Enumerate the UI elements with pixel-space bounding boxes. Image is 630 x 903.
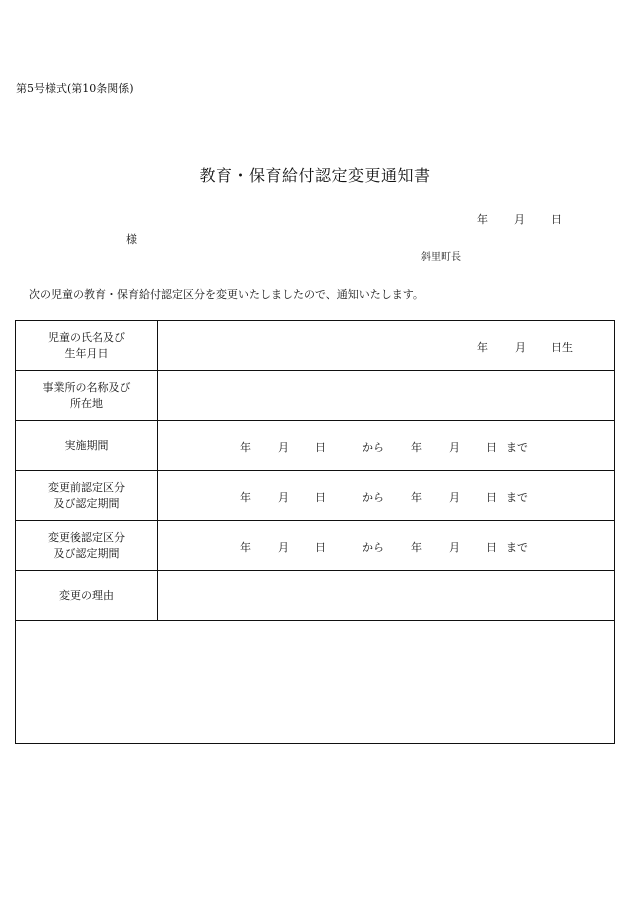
issue-date-day: 日 xyxy=(551,213,562,226)
table-row-reason xyxy=(16,571,614,621)
facility-value xyxy=(158,371,614,420)
after-month-start: 月 xyxy=(278,541,289,554)
after-value xyxy=(158,521,614,570)
before-year-start: 年 xyxy=(240,491,251,504)
table-row-birth xyxy=(16,321,614,371)
after-day-end: 日 xyxy=(486,541,497,554)
after-month-end: 月 xyxy=(449,541,460,554)
after-from: から xyxy=(362,541,384,554)
issue-date-month: 月 xyxy=(514,213,525,226)
table-row-facility xyxy=(16,371,614,421)
before-year-end: 年 xyxy=(411,491,422,504)
document-title: 教育・保育給付認定変更通知書 xyxy=(199,166,431,185)
birth-year: 年 xyxy=(477,341,488,354)
issuer-name: 斜里町長 xyxy=(421,252,461,263)
form-number: 第5号様式(第10条関係) xyxy=(16,82,134,95)
before-until: まで xyxy=(506,491,528,504)
birth-day: 日生 xyxy=(551,341,573,354)
period-from: から xyxy=(362,441,384,454)
birth-value xyxy=(158,321,614,370)
period-day-end: 日 xyxy=(486,441,497,454)
before-from: から xyxy=(362,491,384,504)
period-year-start: 年 xyxy=(240,441,251,454)
after-until: まで xyxy=(506,541,528,554)
period-value xyxy=(158,421,614,470)
reason-label: 変更の理由 xyxy=(16,571,158,620)
period-month-start: 月 xyxy=(278,441,289,454)
table-row-period xyxy=(16,421,614,471)
birth-label: 児童の氏名及び 生年月日 xyxy=(16,321,158,370)
reason-text-area xyxy=(16,621,614,742)
before-month-start: 月 xyxy=(278,491,289,504)
facility-label: 事業所の名称及び 所在地 xyxy=(16,371,158,420)
period-day-start: 日 xyxy=(315,441,326,454)
period-year-end: 年 xyxy=(411,441,422,454)
after-label: 変更後認定区分 及び認定期間 xyxy=(16,521,158,570)
table-row-before xyxy=(16,471,614,521)
notice-form-table xyxy=(15,320,615,744)
after-year-end: 年 xyxy=(411,541,422,554)
period-month-end: 月 xyxy=(449,441,460,454)
reason-value xyxy=(158,571,614,620)
issue-date-year: 年 xyxy=(477,213,488,226)
before-label: 変更前認定区分 及び認定期間 xyxy=(16,471,158,520)
period-until: まで xyxy=(506,441,528,454)
before-day-end: 日 xyxy=(486,491,497,504)
before-day-start: 日 xyxy=(315,491,326,504)
before-value xyxy=(158,471,614,520)
birth-month: 月 xyxy=(515,341,526,354)
before-month-end: 月 xyxy=(449,491,460,504)
recipient-honorific: 様 xyxy=(126,233,137,246)
intro-text: 次の児童の教育・保育給付認定区分を変更いたしましたので、通知いたします。 xyxy=(29,288,424,301)
after-day-start: 日 xyxy=(315,541,326,554)
period-label: 実施期間 xyxy=(16,421,158,470)
table-row-after xyxy=(16,521,614,571)
after-year-start: 年 xyxy=(240,541,251,554)
